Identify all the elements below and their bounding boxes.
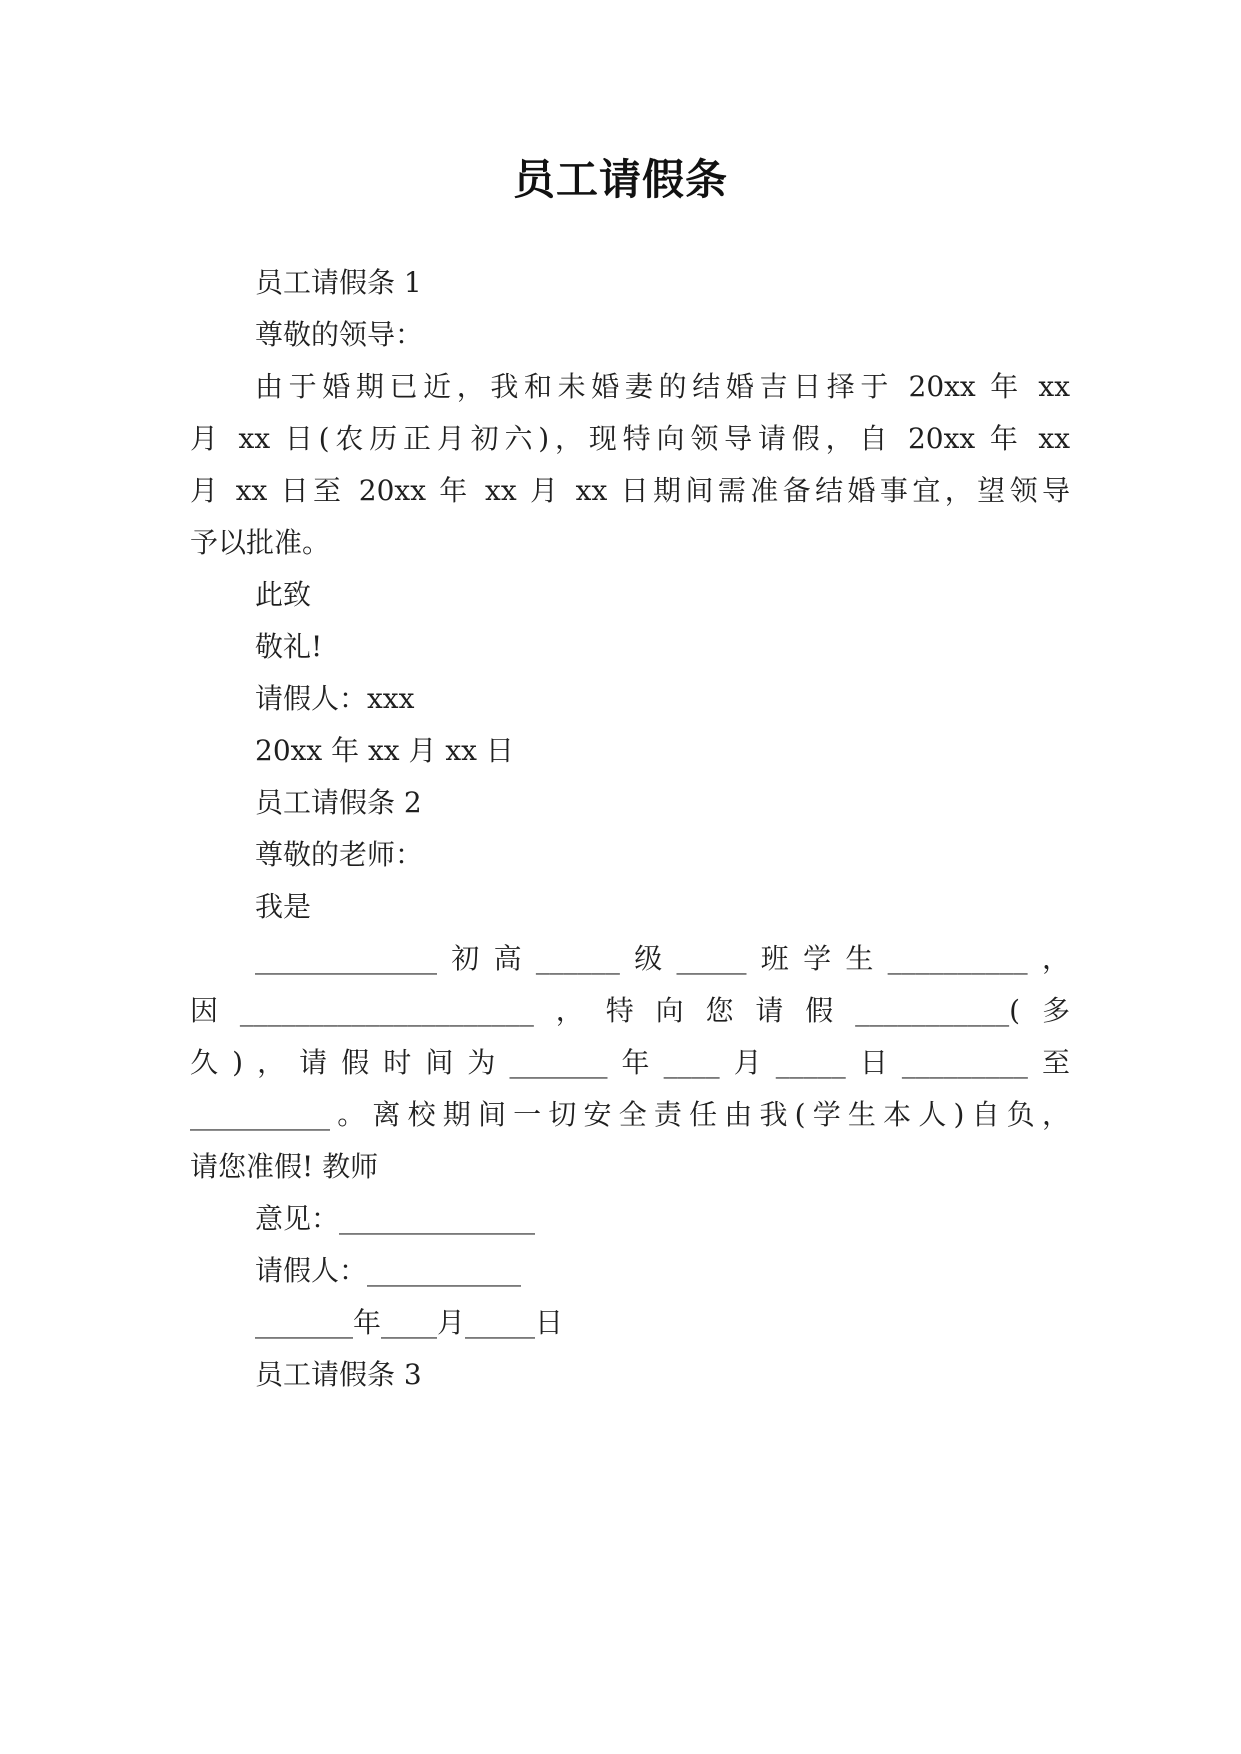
opinion-line: 意见：______________: [255, 1202, 536, 1235]
body-line: __________。离校期间一切安全责任由我(学生本人)自负，: [190, 1098, 1070, 1131]
salutation-1: 尊敬的领导：: [255, 318, 424, 351]
requester-line: 请假人：___________: [255, 1254, 522, 1287]
body-line: 月 xx 日(农历正月初六)，现特向领导请假，自 20xx 年 xx: [190, 422, 1070, 455]
closing-line: 敬礼!: [255, 630, 323, 663]
salutation-2: 尊敬的老师：: [255, 838, 424, 871]
body-line: 久)，请假时间为_______年____月_____日_________至: [190, 1046, 1070, 1079]
section-heading-3: 员工请假条 3: [255, 1358, 422, 1391]
document-title: 员工请假条: [512, 155, 728, 204]
closing-line: 此致: [255, 578, 312, 611]
body-line: 由于婚期已近，我和未婚妻的结婚吉日择于 20xx 年 xx: [255, 370, 1070, 403]
section-heading-2: 员工请假条 2: [255, 786, 422, 819]
body-line: 请您准假! 教师: [190, 1150, 379, 1183]
body-line: 月 xx 日至 20xx 年 xx 月 xx 日期间需准备结婚事宜，望领导: [190, 474, 1070, 507]
body-line: _____________初高______级_____班学生__________，: [255, 942, 1070, 975]
section-heading-1: 员工请假条 1: [255, 266, 422, 299]
date-line: _______年____月_____日: [255, 1306, 564, 1339]
requester-line: 请假人：xxx: [255, 682, 415, 715]
date-line: 20xx 年 xx 月 xx 日: [255, 734, 514, 767]
body-line: 予以批准。: [190, 526, 331, 559]
body-line: 因_____________________，特向您请假___________(多: [190, 994, 1070, 1027]
body-line: 我是: [255, 890, 312, 923]
